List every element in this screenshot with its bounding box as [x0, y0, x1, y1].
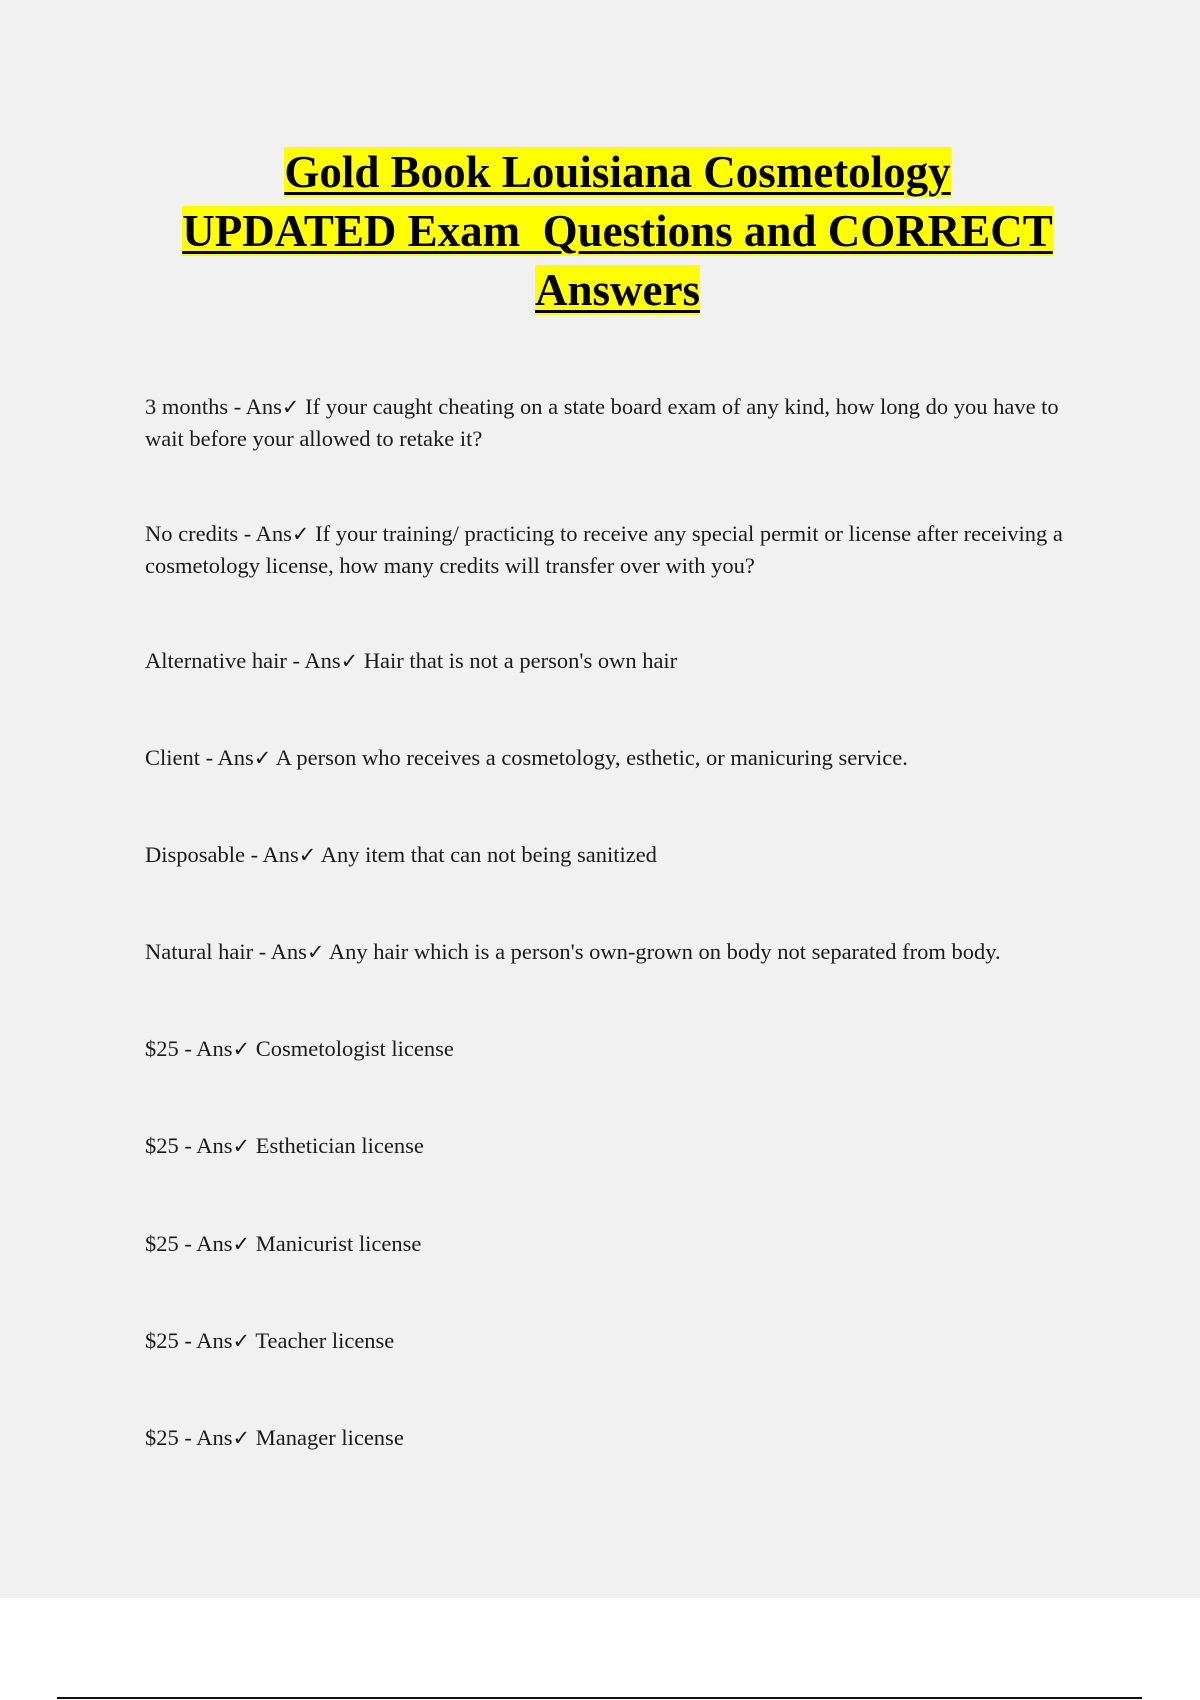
entry-separator: - Ans — [200, 745, 254, 770]
qa-entry — [145, 391, 1075, 454]
qa-entry — [145, 1033, 1075, 1065]
qa-entry — [145, 1228, 1075, 1260]
entry-separator: - Ans — [178, 1328, 233, 1353]
check-icon: ✓ — [232, 1037, 251, 1061]
qa-entry — [145, 936, 1135, 968]
entry-question: If your training/ practicing to receive any special permit or license after receiving a cosmetology license, how many credits will transfer over with you? — [145, 521, 1063, 578]
entry-question: Cosmetologist license — [255, 1036, 454, 1061]
check-icon: ✓ — [298, 843, 317, 867]
title-line-2: UPDATED Exam Questions and CORRECT — [182, 206, 1053, 256]
footer-divider — [57, 1697, 1142, 1699]
entry-separator: - Ans — [228, 394, 282, 419]
check-icon: ✓ — [253, 746, 272, 770]
check-icon: ✓ — [232, 1134, 251, 1158]
entry-answer: $25 — [145, 1425, 179, 1450]
entry-separator: - Ans — [253, 939, 307, 964]
entry-answer: Disposable — [145, 842, 245, 867]
qa-entry — [145, 839, 1075, 871]
entry-question: Manicurist license — [255, 1231, 422, 1256]
entry-separator: - Ans — [286, 648, 341, 673]
check-icon: ✓ — [281, 395, 300, 419]
entry-separator: - Ans — [178, 1425, 233, 1450]
entry-separator: - Ans — [178, 1133, 233, 1158]
qa-entry — [145, 645, 1075, 677]
qa-entry — [145, 1325, 1075, 1357]
entry-answer: Client — [145, 745, 200, 770]
title-line-3: Answers — [535, 265, 700, 315]
entry-question: Esthetician license — [255, 1133, 424, 1158]
entry-question: Any item that can not being sanitized — [320, 842, 657, 867]
entry-separator: - Ans — [238, 521, 292, 546]
check-icon: ✓ — [306, 940, 325, 964]
entry-question: Hair that is not a person's own hair — [363, 648, 678, 673]
entry-answer: $25 — [145, 1133, 179, 1158]
entry-question: Manager license — [255, 1425, 404, 1450]
entry-answer: No credits — [145, 521, 239, 546]
document-title — [120, 143, 1115, 320]
entry-question: Any hair which is a person's own-grown on body not separated from body. — [328, 939, 1001, 964]
entry-separator: - Ans — [178, 1231, 233, 1256]
check-icon: ✓ — [291, 522, 310, 546]
entry-separator: - Ans — [245, 842, 299, 867]
check-icon: ✓ — [232, 1426, 251, 1450]
qa-entry — [145, 742, 1075, 774]
entry-separator: - Ans — [178, 1036, 233, 1061]
qa-entry — [145, 1130, 1075, 1162]
check-icon: ✓ — [232, 1232, 251, 1256]
entry-answer: Alternative hair — [145, 648, 287, 673]
entry-question: If your caught cheating on a state board exam of any kind, how long do you have to wait before your allowed to retake it? — [145, 394, 1059, 451]
entry-answer: $25 — [145, 1036, 179, 1061]
entry-answer: $25 — [145, 1231, 179, 1256]
entry-question: Teacher license — [255, 1328, 395, 1353]
entry-answer: 3 months — [145, 394, 229, 419]
entry-answer: Natural hair — [145, 939, 254, 964]
qa-entry — [145, 1422, 1075, 1454]
entry-question: A person who receives a cosmetology, esthetic, or manicuring service. — [275, 745, 908, 770]
title-line-1: Gold Book Louisiana Cosmetology — [284, 147, 951, 197]
check-icon: ✓ — [340, 649, 359, 673]
check-icon: ✓ — [232, 1329, 251, 1353]
qa-entry — [145, 518, 1075, 581]
entry-answer: $25 — [145, 1328, 179, 1353]
